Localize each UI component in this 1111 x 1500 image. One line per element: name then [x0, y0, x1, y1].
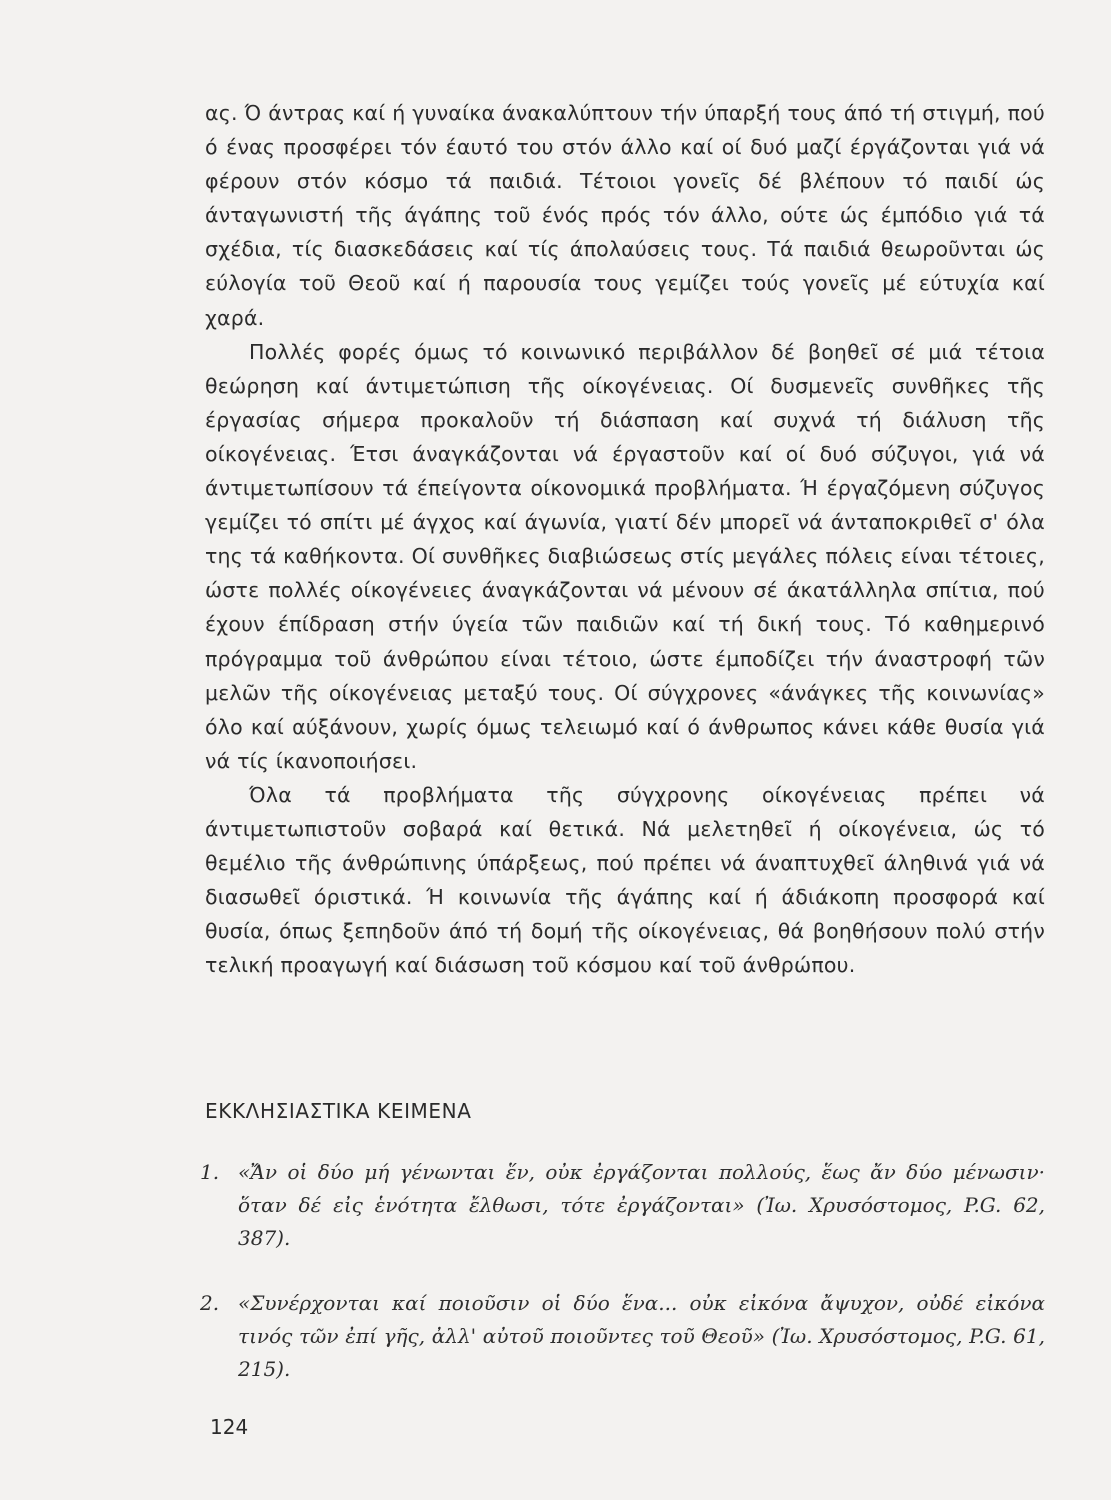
quote-number: 2.: [200, 1291, 220, 1315]
quote-item: [200, 1156, 1045, 1255]
paragraph-2: Πολλές φορές όμως τό κοινωνικό περιβάλλον δέ βοηθεῖ σέ μιά τέτοια θεώρηση καί άντιμετώπιση τῆς οίκογένειας. Οί δυσμενεῖς συνθῆκες τῆς έργασίας σήμερα προκαλοῦν τή διάσπαση καί συχνά τή διάλυση τῆς οίκογένειας. Έτσι άναγκάζονται νά έργαστοῦν καί οί δυό σύζυγοι, γιά νά άντιμετωπίσουν τά έπείγοντα οίκονομικά προβλήματα. Ή έργαζόμενη σύζυγος γεμίζει τό σπίτι μέ άγχος καί άγωνία, γιατί δέν μπορεῖ νά άνταποκριθεῖ σ' όλα της τά καθήκοντα. Οί συνθῆκες διαβιώσεως στίς μεγάλες πόλεις είναι τέτοιες, ώστε πολλές οίκογένειες άναγκάζονται νά μένουν σέ άκατάλληλα σπίτια, πού έχουν έπίδραση στήν ύγεία τῶν παιδιῶν καί τή δική τους. Τό καθημερινό πρόγραμμα τοῦ άνθρώπου είναι τέτοιο, ώστε έμποδίζει τήν άναστροφή τῶν μελῶν τῆς οίκογένειας μεταξύ τους. Οί σύγχρονες «άνάγκες τῆς κοινωνίας» όλο καί αύξάνουν, χωρίς όμως τελειωμό καί ό άνθρωπος κάνει κάθε θυσία γιά νά τίς ίκανοποιήσει.: [205, 339, 1045, 773]
body-text: [205, 96, 1045, 982]
paragraph-3: Όλα τά προβλήματα τῆς σύγχρονης οίκογένειας πρέπει νά άντιμετωπιστοῦν σοβαρά καί θετικά. Νά μελετηθεῖ ή οίκογένεια, ώς τό θεμέλιο τῆς άνθρώπινης ύπάρξεως, πού πρέπει νά άναπτυχθεῖ άληθινά γιά νά διασωθεῖ όριστικά. Ή κοινωνία τῆς άγάπης καί ή άδιάκοπη προσφορά καί θυσία, όπως ξεπηδοῦν άπό τή δομή τῆς οίκογένειας, θά βοηθήσουν πολύ στήν τελική προαγωγή καί διάσωση τοῦ κόσμου καί τοῦ άνθρώπου.: [205, 782, 1045, 978]
page-number: 124: [210, 1415, 249, 1439]
quote-text: «Ἄν οἱ δύο μή γένωνται ἕν, οὐκ ἐργάζονται πολλούς, ἕως ἄν δύο μένωσιν· ὅταν δέ εἰς ἑνότητα ἔλθωσι, τότε ἐργάζονται» (Ἰω. Χρυσόστομος, P.G. 62, 387).: [238, 1160, 1045, 1250]
paragraph-1: ας. Ό άντρας καί ή γυναίκα άνακαλύπτουν τήν ύπαρξή τους άπό τή στιγμή, πού ό ένας προσφέρει τόν έαυτό του στόν άλλο καί οί δυό μαζί έργάζονται γιά νά φέρουν στόν κόσμο τά παιδιά. Τέτοιοι γονεῖς δέ βλέπουν τό παιδί ώς άνταγωνιστή τῆς άγάπης τοῦ ένός πρός τόν άλλο, ούτε ώς έμπόδιο γιά τά σχέδια, τίς διασκεδάσεις καί τίς άπολαύσεις τους. Τά παιδιά θεωροῦνται ώς εύλογία τοῦ Θεοῦ καί ή παρουσία τους γεμίζει τούς γονεῖς μέ εύτυχία καί χαρά.: [205, 101, 1045, 330]
section-heading: ΕΚΚΛΗΣΙΑΣΤΙΚΑ ΚΕΙΜΕΝΑ: [205, 1099, 472, 1123]
quote-number: 1.: [200, 1160, 220, 1184]
quote-text: «Συνέρχονται καί ποιοῦσιν οἱ δύο ἕνα... οὐκ εἰκόνα ἄψυχον, οὐδέ εἰκόνα τινός τῶν ἐπί γῆς, ἀλλ' αὐτοῦ ποιοῦντες τοῦ Θεοῦ» (Ἰω. Χρυσόστομος, P.G. 61, 215).: [238, 1291, 1045, 1381]
quote-item: [200, 1287, 1045, 1386]
quotes-list: [200, 1156, 1045, 1418]
